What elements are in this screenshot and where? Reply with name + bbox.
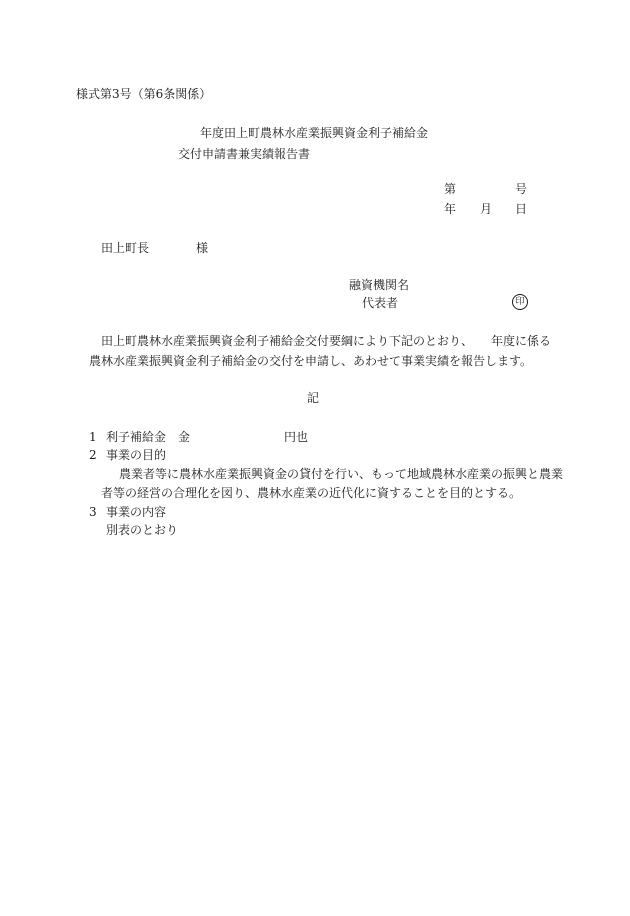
item3-number: 3 <box>89 505 97 519</box>
body-text-line1: 田上町農林水産業振興資金利子補給金交付要綱により下記のとおり、 年度に係る <box>101 334 552 348</box>
item1-label: 利子補給金 金 <box>106 430 191 444</box>
item1-number: 1 <box>89 430 97 444</box>
document-title-line1: 年度田上町農林水産業振興資金利子補給金 <box>200 126 429 140</box>
addressee-honorific: 様 <box>196 241 209 255</box>
date-day-label: 日 <box>515 202 528 216</box>
item2-number: 2 <box>89 448 97 462</box>
date-month-label: 月 <box>480 202 493 216</box>
document-title-line2: 交付申請書兼実績報告書 <box>178 147 311 161</box>
doc-number-prefix: 第 <box>444 182 457 196</box>
institution-label: 融資機関名 <box>349 278 410 292</box>
note-heading: 記 <box>307 391 320 405</box>
item1-unit: 円也 <box>284 430 309 444</box>
seal-icon: 印 <box>512 294 528 310</box>
form-number: 様式第3号（第6条関係） <box>76 87 212 101</box>
item2-text-line1: 農業者等に農林水産業振興資金の貸付を行い、もって地域農林水産業の振興と農業 <box>119 467 564 481</box>
doc-number-suffix: 号 <box>515 182 528 196</box>
representative-label: 代表者 <box>362 296 399 310</box>
item3-label: 事業の内容 <box>106 505 167 519</box>
item2-label: 事業の目的 <box>106 448 167 462</box>
body-text-line2: 農林水産業振興資金利子補給金の交付を申請し、あわせて事業実績を報告します。 <box>89 354 533 368</box>
date-year-label: 年 <box>444 202 457 216</box>
item2-text-line2: 者等の経営の合理化を図り、農林水産業の近代化に資することを目的とする。 <box>101 486 522 500</box>
item3-text: 別表のとおり <box>106 523 179 537</box>
addressee-name: 田上町長 <box>101 241 150 255</box>
